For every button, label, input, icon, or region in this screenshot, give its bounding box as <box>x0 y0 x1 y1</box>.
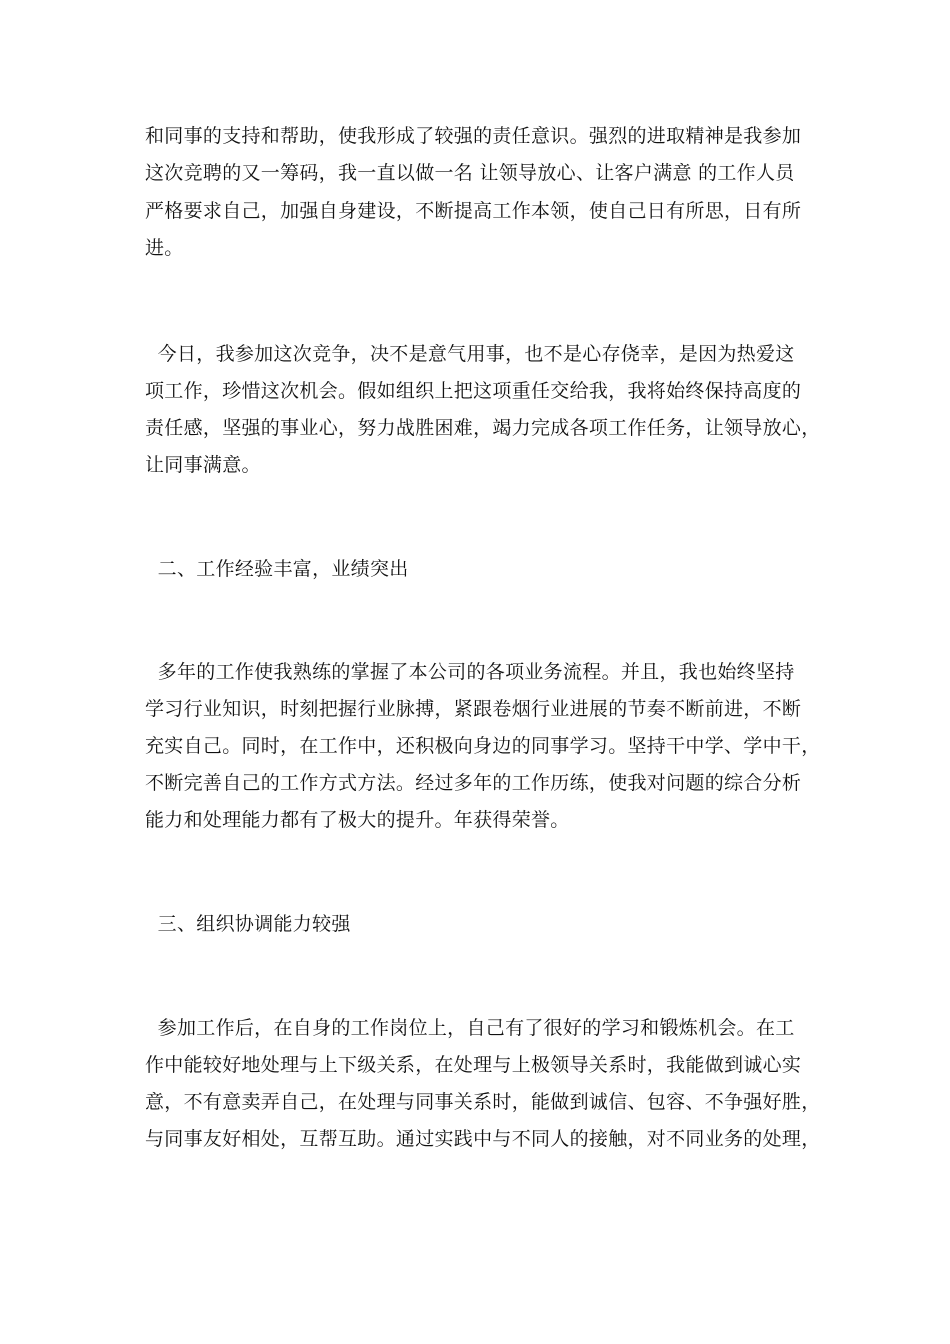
paragraph-line: 这次竞聘的又一筹码，我一直以做一名 让领导放心、让客户满意 的工作人员 <box>145 162 795 184</box>
paragraph-line: 让同事满意。 <box>145 454 261 476</box>
paragraph-line: 进。 <box>145 237 184 259</box>
paragraph-line: 与同事友好相处，互帮互助。通过实践中与不同人的接触，对不同业务的处理， <box>145 1128 821 1150</box>
paragraph-line: 充实自己。同时，在工作中，还积极向身边的同事学习。坚持干中学、学中干， <box>145 735 821 757</box>
paragraph-line: 今日，我参加这次竞争，决不是意气用事，也不是心存侥幸，是因为热爱这 <box>145 343 795 365</box>
paragraph-line: 参加工作后，在自身的工作岗位上，自己有了很好的学习和锻炼机会。在工 <box>145 1017 795 1039</box>
paragraph-line: 作中能较好地处理与上下级关系，在处理与上极领导关系时，我能做到诚心实 <box>145 1054 802 1076</box>
paragraph-line: 严格要求自己，加强自身建设，不断提高工作本领，使自己日有所思，日有所 <box>145 200 802 222</box>
paragraph-line: 能力和处理能力都有了极大的提升。年获得荣誉。 <box>145 809 570 831</box>
paragraph-line: 多年的工作使我熟练的掌握了本公司的各项业务流程。并且，我也始终坚持 <box>145 661 795 683</box>
paragraph-line: 项工作，珍惜这次机会。假如组织上把这项重任交给我，我将始终保持高度的 <box>145 380 802 402</box>
paragraph-line: 意，不有意卖弄自己，在处理与同事关系时，能做到诚信、包容、不争强好胜， <box>145 1091 821 1113</box>
section-heading: 二、工作经验丰富，业绩突出 <box>145 558 409 580</box>
paragraph-line: 不断完善自己的工作方式方法。经过多年的工作历练，使我对问题的综合分析 <box>145 772 802 794</box>
paragraph-line: 学习行业知识，时刻把握行业脉搏，紧跟卷烟行业进展的节奏不断前进，不断 <box>145 698 802 720</box>
paragraph-line: 责任感，坚强的事业心，努力战胜困难，竭力完成各项工作任务，让领导放心， <box>145 417 821 439</box>
section-heading: 三、组织协调能力较强 <box>145 913 351 935</box>
paragraph-line: 和同事的支持和帮助，使我形成了较强的责任意识。强烈的进取精神是我参加 <box>145 125 802 147</box>
